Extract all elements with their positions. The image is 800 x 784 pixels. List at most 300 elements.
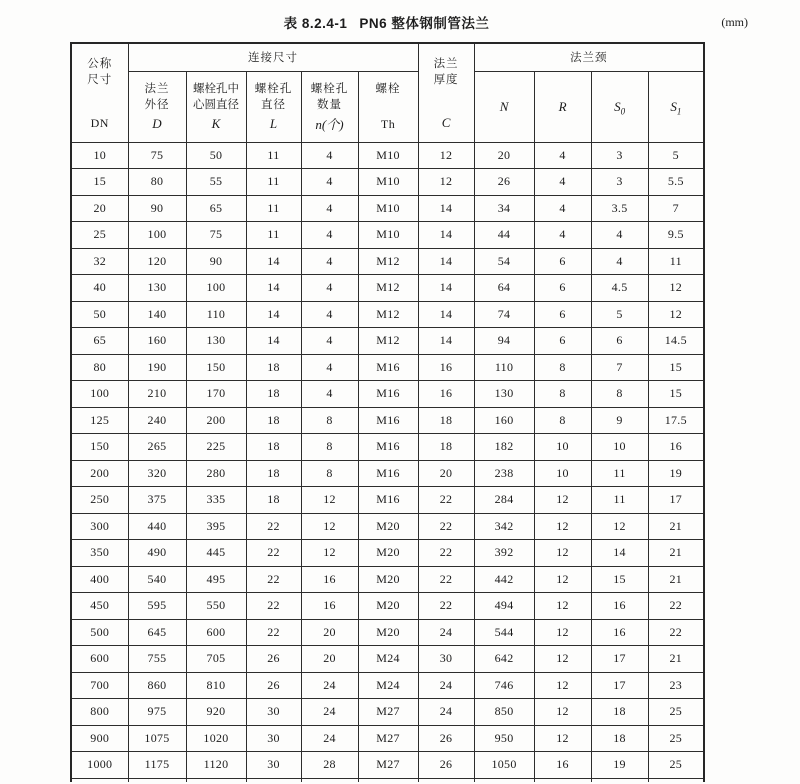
cell-s1: 9.5: [648, 222, 704, 249]
cell-d: 240: [128, 407, 186, 434]
table-row: [71, 752, 704, 779]
cell-k: 110: [186, 301, 246, 328]
cell-k: 100: [186, 275, 246, 302]
col-header-n: [301, 71, 358, 142]
cell-d: 130: [128, 275, 186, 302]
k-header-symbol: K: [211, 115, 221, 131]
cell-r: 10: [534, 460, 591, 487]
cell-s1: 15: [648, 354, 704, 381]
header-row-1: [71, 43, 704, 71]
table-row: [71, 407, 704, 434]
cell-dn: 250: [71, 487, 128, 514]
cell-d: 190: [128, 354, 186, 381]
cell-neck-n: 94: [474, 328, 534, 355]
cell-s1: 7: [648, 195, 704, 222]
cell-neck-n: 130: [474, 381, 534, 408]
table-row: [71, 540, 704, 567]
cell-s0: 17: [591, 646, 648, 673]
cell-th: M10: [358, 222, 418, 249]
cell-l: 18: [246, 354, 301, 381]
cell-s0: 15: [591, 566, 648, 593]
unit-label: (mm): [721, 15, 748, 29]
cell-l: 14: [246, 328, 301, 355]
d-header-lines: [129, 81, 186, 114]
cell-k: 65: [186, 195, 246, 222]
cell-n: 28: [301, 752, 358, 779]
cell-s0: 4: [591, 222, 648, 249]
cell-n: 4: [301, 381, 358, 408]
cell-s0: 9: [591, 407, 648, 434]
cell-k: 495: [186, 566, 246, 593]
cell-s1: 21: [648, 646, 704, 673]
cell-r: 6: [534, 328, 591, 355]
cell-s1: 25: [648, 699, 704, 726]
cell-s1: 21: [648, 513, 704, 540]
cutoff-cell: [591, 778, 648, 782]
c-header-stack: [419, 49, 474, 137]
col-header-dn: [71, 43, 128, 142]
cell-n: 4: [301, 328, 358, 355]
cell-neck-n: 642: [474, 646, 534, 673]
table-row: [71, 328, 704, 355]
table-row: [71, 434, 704, 461]
cell-s1: 19: [648, 460, 704, 487]
col-header-c: [418, 43, 474, 142]
cell-s1: 5.5: [648, 169, 704, 196]
cell-neck-n: 746: [474, 672, 534, 699]
th-header-symbol: Th: [380, 116, 396, 131]
col-header-s0: [591, 71, 648, 142]
cell-th: M24: [358, 646, 418, 673]
cell-r: 12: [534, 566, 591, 593]
dn-header-lines: [72, 56, 128, 89]
cell-dn: 900: [71, 725, 128, 752]
cell-d: 490: [128, 540, 186, 567]
cell-k: 75: [186, 222, 246, 249]
k-header-line1: 螺栓孔中: [193, 82, 239, 95]
table-row: [71, 646, 704, 673]
table-row: [71, 619, 704, 646]
cell-r: 12: [534, 672, 591, 699]
cell-r: 6: [534, 275, 591, 302]
cell-c: 24: [418, 672, 474, 699]
cell-k: 550: [186, 593, 246, 620]
cell-s1: 12: [648, 275, 704, 302]
cell-r: 12: [534, 513, 591, 540]
cell-neck-n: 442: [474, 566, 534, 593]
cell-s1: 12: [648, 301, 704, 328]
cell-r: 4: [534, 142, 591, 169]
cell-r: 8: [534, 354, 591, 381]
cell-s1: 21: [648, 566, 704, 593]
cell-c: 14: [418, 195, 474, 222]
cell-k: 600: [186, 619, 246, 646]
cell-th: M20: [358, 593, 418, 620]
c-header-line2: 厚度: [433, 74, 459, 87]
cell-d: 90: [128, 195, 186, 222]
cell-dn: 150: [71, 434, 128, 461]
cell-n: 24: [301, 672, 358, 699]
cell-n: 4: [301, 275, 358, 302]
d-header-line2: 外径: [144, 99, 170, 111]
cell-s0: 17: [591, 672, 648, 699]
cell-s0: 5: [591, 301, 648, 328]
cell-s1: 15: [648, 381, 704, 408]
cell-neck-n: 284: [474, 487, 534, 514]
cell-l: 26: [246, 646, 301, 673]
cell-n: 4: [301, 354, 358, 381]
table-title: [70, 12, 703, 32]
cell-n: 12: [301, 540, 358, 567]
cell-th: M16: [358, 487, 418, 514]
table-row: [71, 593, 704, 620]
cell-l: 26: [246, 672, 301, 699]
cell-l: 11: [246, 222, 301, 249]
table-row: [71, 513, 704, 540]
cell-k: 920: [186, 699, 246, 726]
cell-neck-n: 950: [474, 725, 534, 752]
cell-dn: 15: [71, 169, 128, 196]
cell-c: 12: [418, 169, 474, 196]
cutoff-cell: [186, 778, 246, 782]
cell-c: 16: [418, 354, 474, 381]
cell-r: 4: [534, 195, 591, 222]
cell-r: 12: [534, 540, 591, 567]
cell-s1: 22: [648, 619, 704, 646]
cell-d: 140: [128, 301, 186, 328]
cell-neck-n: 64: [474, 275, 534, 302]
cell-th: M10: [358, 195, 418, 222]
cell-s0: 4.5: [591, 275, 648, 302]
cell-dn: 450: [71, 593, 128, 620]
cutoff-cell: [246, 778, 301, 782]
cell-r: 6: [534, 248, 591, 275]
table-row: [71, 725, 704, 752]
cell-c: 22: [418, 513, 474, 540]
col-group-flange-neck: 法兰颈: [474, 43, 704, 71]
cell-r: 12: [534, 487, 591, 514]
col-header-neck-n: [474, 71, 534, 142]
cell-k: 50: [186, 142, 246, 169]
cell-th: M27: [358, 725, 418, 752]
cell-c: 24: [418, 699, 474, 726]
c-header-line1: 法兰: [433, 57, 459, 70]
cell-th: M20: [358, 513, 418, 540]
cell-c: 30: [418, 646, 474, 673]
cell-l: 18: [246, 487, 301, 514]
cell-n: 8: [301, 460, 358, 487]
col-header-d: [128, 71, 186, 142]
cell-c: 22: [418, 487, 474, 514]
cell-k: 1020: [186, 725, 246, 752]
header-row-2: [71, 71, 704, 142]
cell-s1: 14.5: [648, 328, 704, 355]
cell-k: 705: [186, 646, 246, 673]
cell-n: 16: [301, 593, 358, 620]
cell-s0: 16: [591, 619, 648, 646]
cell-s1: 23: [648, 672, 704, 699]
flange-table-wrap: [70, 42, 707, 782]
cell-l: 11: [246, 195, 301, 222]
cell-d: 80: [128, 169, 186, 196]
cell-s1: 5: [648, 142, 704, 169]
cell-r: 12: [534, 619, 591, 646]
cell-dn: 500: [71, 619, 128, 646]
cell-s0: 6: [591, 328, 648, 355]
s0-symbol: $S_0$: [614, 98, 626, 117]
cell-c: 14: [418, 301, 474, 328]
cutoff-cell: [301, 778, 358, 782]
r-symbol: R: [558, 98, 567, 114]
cell-c: 14: [418, 275, 474, 302]
cell-neck-n: 110: [474, 354, 534, 381]
cell-c: 16: [418, 381, 474, 408]
cell-l: 30: [246, 699, 301, 726]
c-header-lines: [419, 56, 474, 89]
cell-neck-n: 54: [474, 248, 534, 275]
flange-table: [70, 42, 705, 782]
cell-s1: 17: [648, 487, 704, 514]
cell-dn: 200: [71, 460, 128, 487]
l-header-line1: 螺栓孔: [254, 82, 293, 95]
dn-header-line1: 公称: [87, 57, 113, 70]
cell-dn: 20: [71, 195, 128, 222]
cell-c: 22: [418, 540, 474, 567]
n-header-lines: [302, 81, 358, 114]
cell-r: 6: [534, 301, 591, 328]
cell-d: 100: [128, 222, 186, 249]
cell-dn: 50: [71, 301, 128, 328]
cell-n: 4: [301, 248, 358, 275]
cell-k: 55: [186, 169, 246, 196]
l-header-lines: [247, 81, 301, 114]
cell-l: 11: [246, 142, 301, 169]
cutoff-row: [71, 778, 704, 782]
cutoff-cell: [128, 778, 186, 782]
table-row: [71, 381, 704, 408]
cell-k: 130: [186, 328, 246, 355]
cutoff-cell: [71, 778, 128, 782]
cell-l: 22: [246, 566, 301, 593]
cell-c: 24: [418, 619, 474, 646]
cell-neck-n: 238: [474, 460, 534, 487]
cell-k: 810: [186, 672, 246, 699]
cell-d: 375: [128, 487, 186, 514]
cell-l: 30: [246, 725, 301, 752]
th-header-stack: [359, 76, 418, 138]
table-row: [71, 195, 704, 222]
cell-s0: 8: [591, 381, 648, 408]
table-row: [71, 487, 704, 514]
table-row: [71, 566, 704, 593]
th-header-lines: [359, 81, 418, 98]
cell-k: 280: [186, 460, 246, 487]
cell-c: 22: [418, 593, 474, 620]
cell-th: M27: [358, 699, 418, 726]
cell-c: 14: [418, 328, 474, 355]
cell-d: 860: [128, 672, 186, 699]
col-header-r: [534, 71, 591, 142]
l-header-line2: 直径: [261, 99, 286, 111]
cell-n: 8: [301, 407, 358, 434]
cell-th: M16: [358, 434, 418, 461]
cell-n: 4: [301, 195, 358, 222]
cell-k: 170: [186, 381, 246, 408]
cell-n: 24: [301, 725, 358, 752]
cell-l: 14: [246, 275, 301, 302]
col-header-k: [186, 71, 246, 142]
cell-neck-n: 850: [474, 699, 534, 726]
cell-neck-n: 44: [474, 222, 534, 249]
n-header-stack: [302, 76, 358, 138]
table-body: [71, 142, 704, 782]
cell-neck-n: 494: [474, 593, 534, 620]
cell-l: 18: [246, 434, 301, 461]
cell-n: 16: [301, 566, 358, 593]
table-row: [71, 672, 704, 699]
cell-dn: 10: [71, 142, 128, 169]
cell-s1: 17.5: [648, 407, 704, 434]
cell-n: 4: [301, 169, 358, 196]
cell-dn: 100: [71, 381, 128, 408]
cell-d: 645: [128, 619, 186, 646]
cell-th: M12: [358, 328, 418, 355]
cell-k: 445: [186, 540, 246, 567]
cell-d: 265: [128, 434, 186, 461]
cell-dn: 125: [71, 407, 128, 434]
cell-r: 10: [534, 434, 591, 461]
cell-d: 120: [128, 248, 186, 275]
table-row: [71, 460, 704, 487]
cell-th: M12: [358, 248, 418, 275]
dn-header-symbol: DN: [90, 115, 109, 130]
cell-d: 160: [128, 328, 186, 355]
cell-th: M10: [358, 169, 418, 196]
cell-neck-n: 160: [474, 407, 534, 434]
cell-r: 16: [534, 752, 591, 779]
cell-s0: 16: [591, 593, 648, 620]
dn-header-line2: 尺寸: [87, 74, 113, 87]
cell-s0: 7: [591, 354, 648, 381]
cell-dn: 80: [71, 354, 128, 381]
cell-th: M12: [358, 275, 418, 302]
cell-c: 18: [418, 434, 474, 461]
cell-th: M16: [358, 354, 418, 381]
table-name: PN6 整体钢制管法兰: [359, 16, 490, 31]
cell-th: M20: [358, 540, 418, 567]
dn-header-stack: [72, 49, 128, 137]
cell-l: 14: [246, 301, 301, 328]
cell-th: M16: [358, 381, 418, 408]
table-row: [71, 275, 704, 302]
cell-dn: 350: [71, 540, 128, 567]
cell-n: 24: [301, 699, 358, 726]
cell-th: M12: [358, 301, 418, 328]
d-header-symbol: D: [152, 115, 162, 131]
cell-c: 26: [418, 725, 474, 752]
cell-dn: 32: [71, 248, 128, 275]
cell-r: 12: [534, 699, 591, 726]
cutoff-cell: [474, 778, 534, 782]
cell-neck-n: 392: [474, 540, 534, 567]
cell-s0: 11: [591, 460, 648, 487]
cell-s0: 10: [591, 434, 648, 461]
cell-c: 20: [418, 460, 474, 487]
th-header-line1: 螺栓: [375, 82, 401, 95]
cell-n: 8: [301, 434, 358, 461]
cell-r: 12: [534, 593, 591, 620]
cell-r: 8: [534, 407, 591, 434]
cell-dn: 65: [71, 328, 128, 355]
col-header-s1: [648, 71, 704, 142]
table-row: [71, 169, 704, 196]
cell-d: 440: [128, 513, 186, 540]
l-header-symbol: L: [269, 115, 278, 131]
cell-r: 12: [534, 725, 591, 752]
cell-s0: 4: [591, 248, 648, 275]
cell-s0: 14: [591, 540, 648, 567]
cell-dn: 800: [71, 699, 128, 726]
cell-th: M20: [358, 619, 418, 646]
table-row: [71, 699, 704, 726]
col-header-l: [246, 71, 301, 142]
cell-neck-n: 74: [474, 301, 534, 328]
l-header-stack: [247, 76, 301, 138]
cell-th: M16: [358, 460, 418, 487]
d-header-stack: [129, 76, 186, 138]
cell-s1: 21: [648, 540, 704, 567]
cell-l: 22: [246, 593, 301, 620]
c-header-symbol: C: [441, 114, 451, 130]
cell-k: 395: [186, 513, 246, 540]
cell-th: M24: [358, 672, 418, 699]
cell-dn: 700: [71, 672, 128, 699]
cell-n: 12: [301, 513, 358, 540]
cell-k: 225: [186, 434, 246, 461]
cell-l: 22: [246, 540, 301, 567]
cell-d: 210: [128, 381, 186, 408]
cell-dn: 300: [71, 513, 128, 540]
cell-r: 4: [534, 222, 591, 249]
table-row: [71, 301, 704, 328]
cell-s1: 25: [648, 752, 704, 779]
cell-c: 14: [418, 222, 474, 249]
cell-s0: 3: [591, 169, 648, 196]
cell-d: 975: [128, 699, 186, 726]
cell-dn: 600: [71, 646, 128, 673]
k-header-stack: [187, 76, 246, 138]
cell-c: 18: [418, 407, 474, 434]
cell-c: 14: [418, 248, 474, 275]
cell-n: 4: [301, 142, 358, 169]
col-group-connection-dims: 连接尺寸: [128, 43, 418, 71]
cell-d: 755: [128, 646, 186, 673]
cell-th: M16: [358, 407, 418, 434]
cell-s0: 18: [591, 699, 648, 726]
cell-l: 18: [246, 460, 301, 487]
cell-k: 90: [186, 248, 246, 275]
table-row: [71, 222, 704, 249]
cell-s1: 11: [648, 248, 704, 275]
cell-s1: 16: [648, 434, 704, 461]
cell-r: 12: [534, 646, 591, 673]
cell-l: 11: [246, 169, 301, 196]
k-header-lines: [187, 81, 246, 114]
cell-d: 540: [128, 566, 186, 593]
n-header-line2: 数量: [317, 99, 342, 111]
cell-th: M10: [358, 142, 418, 169]
cell-n: 4: [301, 222, 358, 249]
